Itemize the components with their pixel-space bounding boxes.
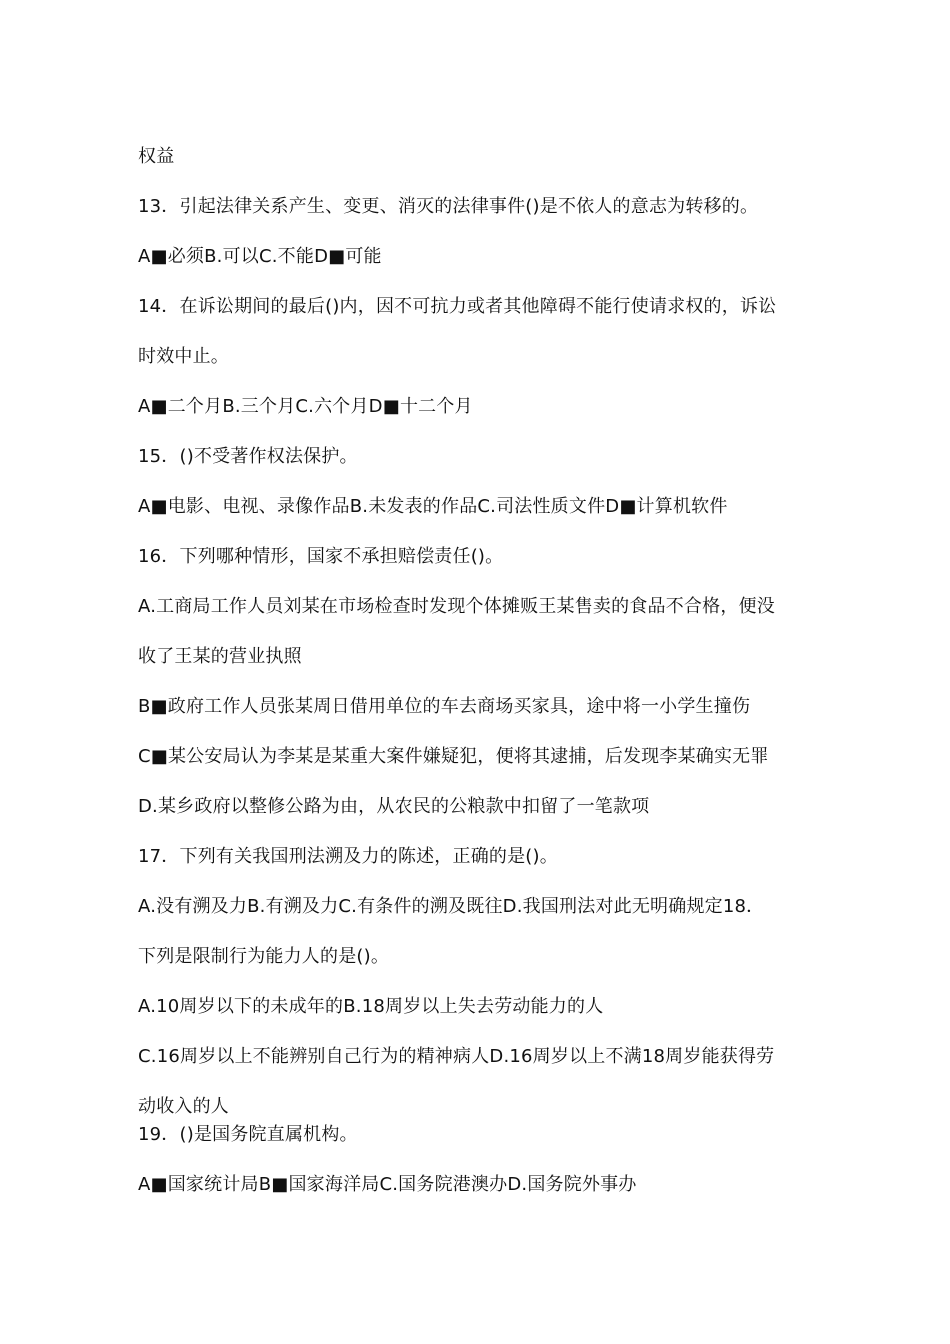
question-13: 13．引起法律关系产生、变更、消灭的法律事件()是不依人的意志为转移的。 bbox=[138, 196, 759, 217]
question-16: 16．下列哪种情形，国家不承担赔偿责任()。 bbox=[138, 546, 504, 567]
options-18-cd: C.16周岁以上不能辨别自己行为的精神病人D.16周岁以上不满18周岁能获得劳 bbox=[138, 1046, 775, 1067]
options-17: A.没有溯及力B.有溯及力C.有条件的溯及既往D.我国刑法对此无明确规定18． bbox=[138, 896, 765, 917]
options-18-continuation: 动收入的人 bbox=[138, 1096, 229, 1117]
document-body bbox=[138, 142, 828, 1220]
question-14: 14．在诉讼期间的最后()内，因不可抗力或者其他障碍不能行使请求权的，诉讼 bbox=[138, 296, 777, 317]
question-14-continuation: 时效中止。 bbox=[138, 346, 229, 367]
question-15: 15．()不受著作权法保护。 bbox=[138, 446, 358, 467]
options-13: A■必须B.可以C.不能D■可能 bbox=[138, 246, 382, 267]
option-16-a: A.工商局工作人员刘某在市场检查时发现个体摊贩王某售卖的食品不合格，便没 bbox=[138, 596, 775, 617]
options-19: A■国家统计局B■国家海洋局C.国务院港澳办D.国务院外事办 bbox=[138, 1174, 637, 1195]
question-17: 17．下列有关我国刑法溯及力的陈述，正确的是()。 bbox=[138, 846, 558, 867]
question-18: 下列是限制行为能力人的是()。 bbox=[138, 946, 390, 967]
option-16-c: C■某公安局认为李某是某重大案件嫌疑犯，便将其逮捕，后发现李某确实无罪 bbox=[138, 746, 769, 767]
text-line: 权益 bbox=[138, 146, 175, 167]
options-18-ab: A.10周岁以下的未成年的B.18周岁以上失去劳动能力的人 bbox=[138, 996, 604, 1017]
option-16-d: D.某乡政府以整修公路为由，从农民的公粮款中扣留了一笔款项 bbox=[138, 796, 650, 817]
option-16-b: B■政府工作人员张某周日借用单位的车去商场买家具，途中将一小学生撞伤 bbox=[138, 696, 751, 717]
options-15: A■电影、电视、录像作品B.未发表的作品C.司法性质文件D■计算机软件 bbox=[138, 496, 728, 517]
question-19: 19．()是国务院直属机构。 bbox=[138, 1124, 358, 1145]
option-16-a-continuation: 收了王某的营业执照 bbox=[138, 646, 302, 667]
options-14: A■二个月B.三个月C.六个月D■十二个月 bbox=[138, 396, 473, 417]
